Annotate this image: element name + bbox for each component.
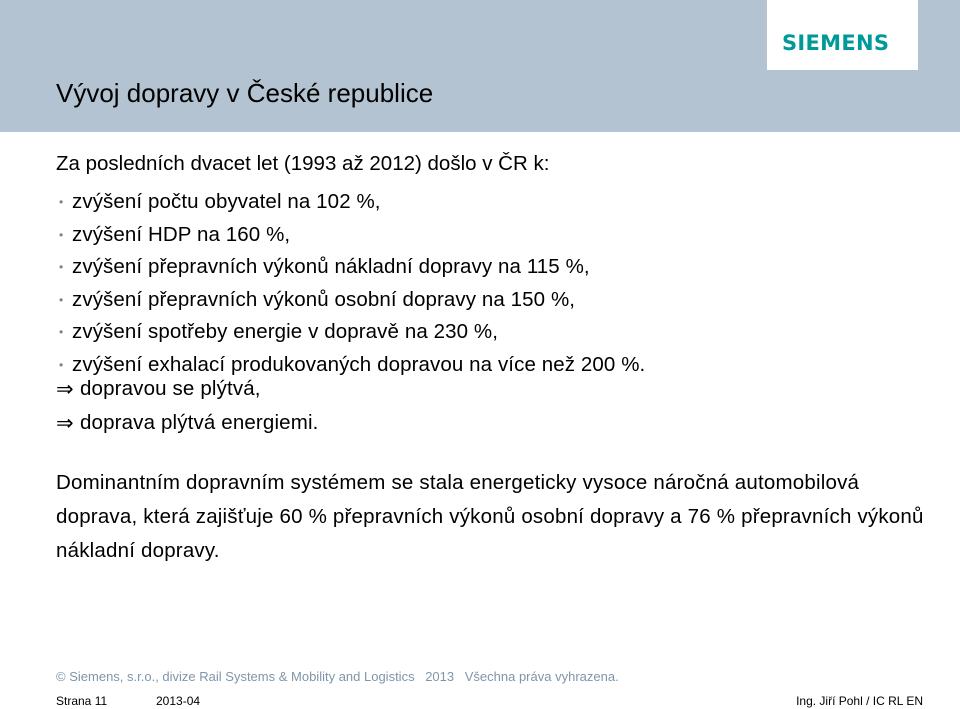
bullet-item	[56, 284, 645, 317]
bullet-icon: •	[59, 325, 64, 339]
bullet-text: zvýšení HDP na 160 %,	[72, 222, 291, 246]
siemens-logo: SIEMENS	[782, 31, 890, 55]
bullet-item	[56, 251, 645, 284]
intro-text: Za posledních dvacet let (1993 až 2012) došlo v ČR k:	[56, 152, 550, 175]
conclusion-item	[56, 406, 319, 440]
bullet-icon: •	[59, 195, 64, 209]
slide-title: Vývoj dopravy v České republice	[56, 78, 434, 108]
footer-divider	[0, 690, 960, 691]
conclusion-list	[56, 372, 319, 440]
conclusion-text: dopravou se plýtvá,	[80, 377, 261, 400]
footer-company: Siemens, s.r.o., divize Rail Systems & Mobility and Logistics	[69, 669, 415, 684]
bullet-text: zvýšení počtu obyvatel na 102 %,	[72, 190, 381, 213]
copyright-icon: ©	[56, 669, 66, 684]
conclusion-item	[56, 372, 319, 406]
bullet-icon: •	[59, 260, 64, 274]
bullet-item	[56, 316, 645, 349]
bullet-icon: •	[59, 292, 64, 307]
conclusion-text: doprava plýtvá energiemi.	[80, 411, 319, 434]
bullet-icon: •	[59, 357, 64, 372]
bullet-item	[56, 219, 645, 252]
footer-rights: Všechna práva vyhrazena.	[464, 669, 619, 684]
bullet-text: zvýšení přepravních výkonů nákladní dopravy na 115 %,	[72, 255, 590, 278]
page-number: Strana 11	[56, 694, 108, 708]
bullet-item	[56, 186, 645, 219]
bullet-text: zvýšení spotřeby energie v dopravě na 230 %,	[72, 320, 499, 343]
bullet-text: zvýšení exhalací produkovaných dopravou na více než 200 %.	[72, 352, 646, 376]
bullet-text: zvýšení přepravních výkonů osobní dopravy na 150 %,	[72, 287, 576, 311]
summary-paragraph: Dominantním dopravním systémem se stala energeticky vysoce náročná automobilová doprava, která zajišťuje 60 % přepravních výkonů osobní dopravy a 76 % přepravních výkonů nákladní dopravy.	[56, 471, 924, 562]
implies-arrow-icon: ⇒	[56, 377, 74, 401]
footer-copyright	[56, 669, 619, 684]
footer-author: Ing. Jiří Pohl / IC RL EN	[796, 694, 923, 708]
bullet-list	[56, 186, 645, 381]
implies-arrow-icon: ⇒	[56, 411, 74, 435]
bullet-icon: •	[59, 227, 64, 242]
footer-year: 2013	[425, 669, 455, 684]
footer-date: 2013-04	[156, 694, 201, 708]
